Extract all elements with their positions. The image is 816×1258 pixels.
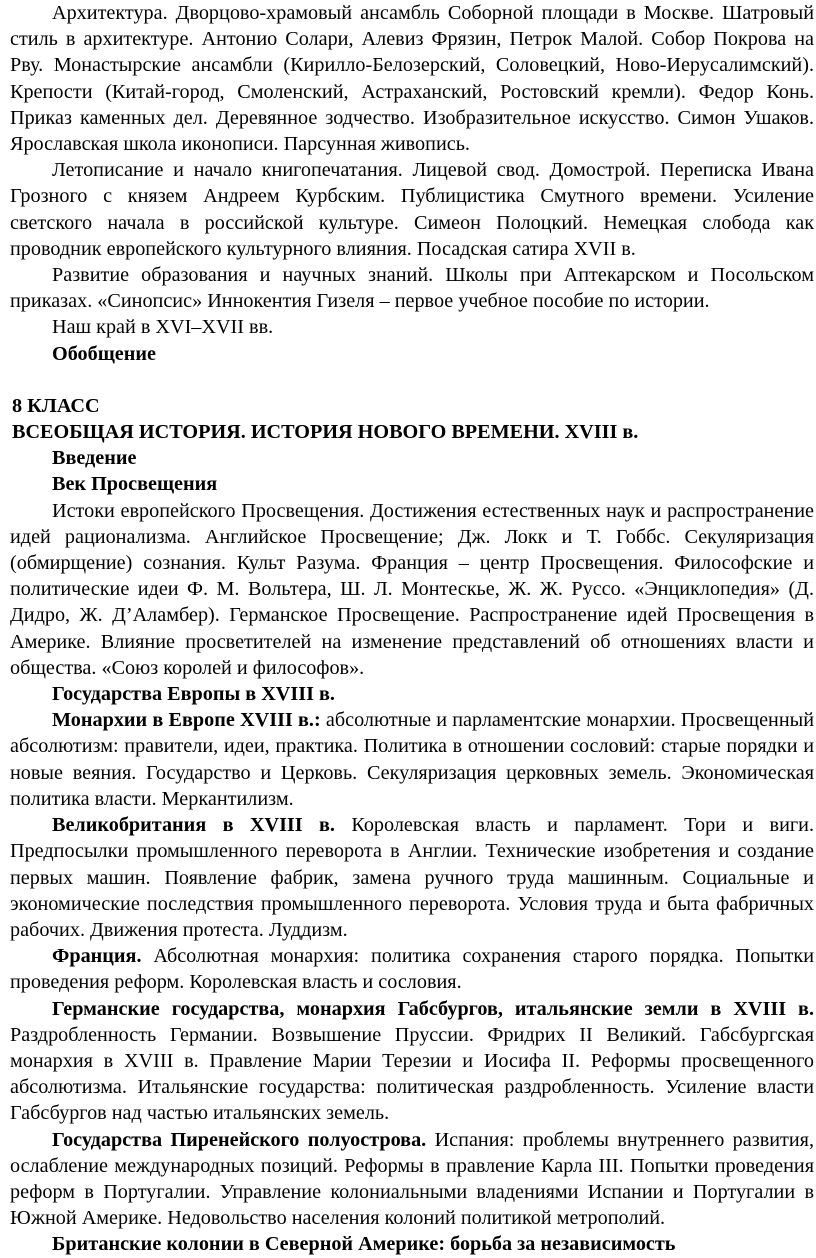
text-france: Абсолютная монархия: политика сохранения старого порядка. Попытки проведения реформ. Королевская власть и сословия. xyxy=(10,945,814,994)
document-page xyxy=(10,0,814,1258)
paragraph-chronicles: Летописание и начало книгопечатания. Лицевой свод. Домострой. Переписка Ивана Грозного с князем Андреем Курбским. Публицистика Смутного времени. Усиление светского начала в российской культуре. Симеон Полоцкий. Немецкая слобода как проводник европейского культурного влияния. Посадская сатира XVII в. xyxy=(10,159,814,260)
paragraph-monarchies xyxy=(10,707,814,812)
heading-introduction: Введение xyxy=(52,447,137,470)
spacer xyxy=(10,367,814,393)
heading-british-colonies: Британские колонии в Северной Америке: борьба за независимость xyxy=(52,1233,676,1256)
paragraph-enlightenment: Истоки европейского Просвещения. Достижения естественных наук и распространение идей рационализма. Английское Просвещение; Дж. Локк и Т. Гоббс. Секуляризация (обмирщение) сознания. Культ Разума. Франция – центр Просвещения. Философские и политические идеи Ф. М. Вольтера, Ш. Л. Монтескье, Ж. Ж. Руссо. «Энциклопедия» (Д. Дидро, Ж. Д’Аламбер). Германское Просвещение. Распространение идей Просвещения в Америке. Влияние просветителей на изменение представлений об отношениях власти и общества. «Союз королей и философов». xyxy=(10,499,814,679)
paragraph-german-states xyxy=(10,996,814,1127)
text-monarchies: абсолютные и парламентские монархии. Просвещенный абсолютизм: правители, идеи, практика. Политика в отношении сословий: старые порядки и новые веяния. Государство и Церковь. Секуляризация церковных земель. Экономическая политика власти. Меркантилизм. xyxy=(10,709,814,810)
paragraph-britain xyxy=(10,812,814,943)
lead-britain: Великобритания в XVIII в. xyxy=(52,814,335,837)
text-german-states: Раздробленность Германии. Возвышение Пруссии. Фридрих II Великий. Габсбургская монархия в XVIII в. Правление Марии Терезии и Иосифа II. Реформы просвещенного абсолютизма. Итальянские государства: политическая раздробленность. Усиление власти Габсбургов над частью итальянских земель. xyxy=(10,1023,814,1125)
heading-enlightenment: Век Просвещения xyxy=(52,473,218,496)
lead-iberian: Государства Пиренейского полуострова. xyxy=(52,1128,427,1151)
text-britain: Королевская власть и парламент. Тори и виги. Предпосылки промышленного переворота в Англии. Технические изобретения и создание первых машин. Появление фабрик, замена ручного труда машинным. Социальные и экономические последствия промышленного переворота. Условия труда и быта фабричных рабочих. Движения протеста. Луддизм. xyxy=(10,814,815,941)
paragraph-native-land: Наш край в XVI–XVII вв. xyxy=(52,316,274,339)
lead-monarchies: Монархии в Европе XVIII в.: xyxy=(52,709,321,732)
heading-european-states: Государства Европы в XVIII в. xyxy=(52,683,335,706)
paragraph-architecture: Архитектура. Дворцово-храмовый ансамбль Соборной площади в Москве. Шатровый стиль в архитектуре. Антонио Солари, Алевиз Фрязин, Петрок Малой. Собор Покрова на Рву. Монастырские ансамбли (Кирилло-Белозерский, Соловецкий, Ново-Иерусалимский). Крепости (Китай-город, Смоленский, Астраханский, Ростовский кремли). Федор Конь. Приказ каменных дел. Деревянное зодчество. Изобразительное искусство. Симон Ушаков. Ярославская школа иконописи. Парсунная живопись. xyxy=(10,2,814,156)
paragraph-education: Развитие образования и научных знаний. Школы при Аптекарском и Посольском приказах. «Синопсис» Иннокентия Гизеля – первое учебное пособие по истории. xyxy=(10,264,814,313)
heading-summary: Обобщение xyxy=(52,342,156,365)
heading-grade: 8 КЛАСС xyxy=(12,394,100,417)
heading-course: ВСЕОБЩАЯ ИСТОРИЯ. ИСТОРИЯ НОВОГО ВРЕМЕНИ. XVIII в. xyxy=(12,421,639,444)
lead-german-states: Германские государства, монархия Габсбургов, итальянские земли в XVIII в. xyxy=(52,997,814,1020)
paragraph-france xyxy=(10,943,814,995)
text-iberian: Испания: проблемы внутреннего развития, ослабление международных позиций. Реформы в правление Карла III. Попытки проведения реформ в Португалии. Управление колониальными владениями Испании и Португалии в Южной Америке. Недовольство населения колоний политикой метрополий. xyxy=(10,1128,814,1230)
paragraph-iberian xyxy=(10,1127,814,1232)
lead-france: Франция. xyxy=(52,945,142,968)
